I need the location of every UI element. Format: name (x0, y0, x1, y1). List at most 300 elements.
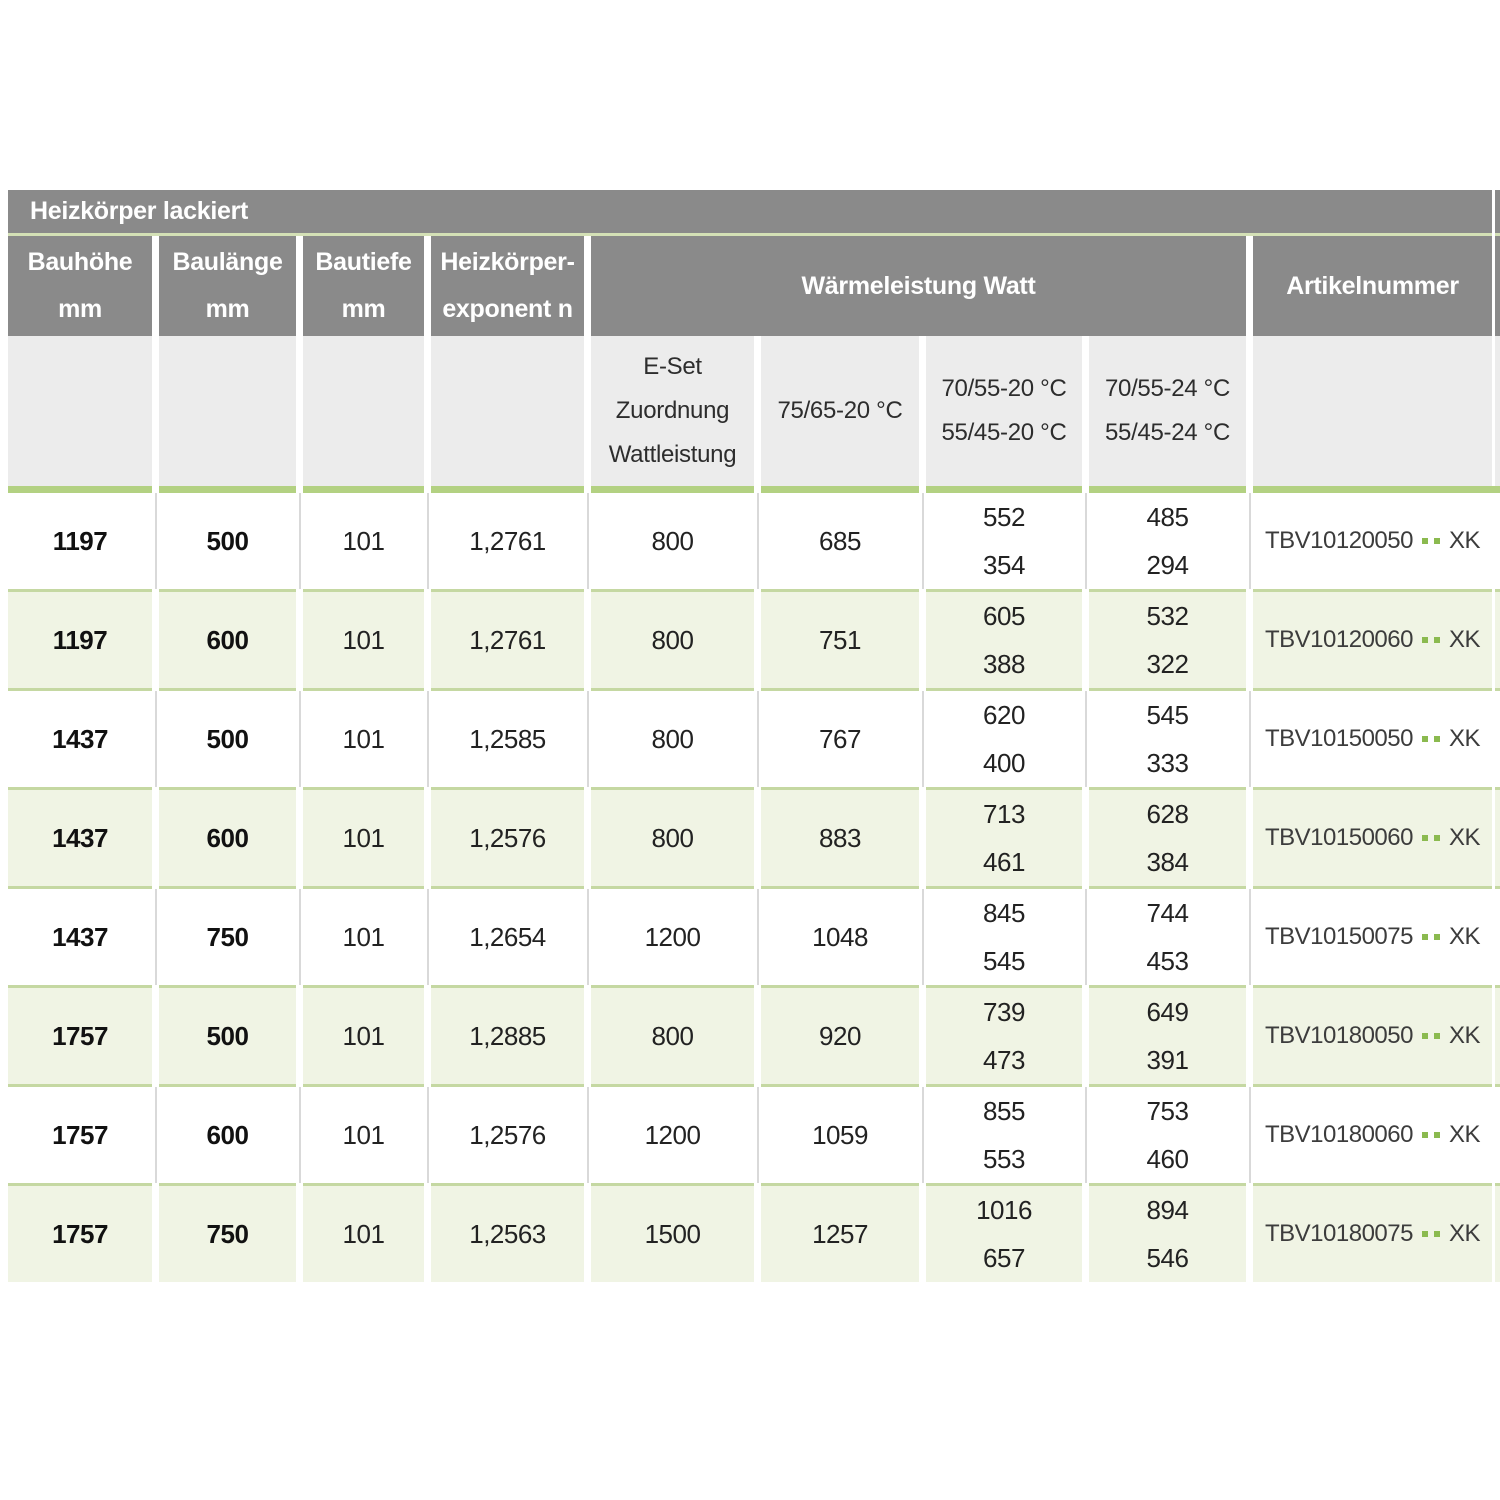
column-gap (152, 486, 159, 493)
cropped-column-sliver (1495, 493, 1500, 589)
artikel-suffix: XK (1448, 626, 1480, 653)
cell-baulaenge (159, 493, 296, 589)
cell-value: 1437 (52, 724, 108, 754)
green-dot-icon (1422, 934, 1428, 940)
rule-segment (591, 486, 754, 493)
cell-artikelnummer (1253, 691, 1492, 787)
cell-70-55-20 (926, 493, 1082, 589)
cropped-column-sliver (1495, 236, 1500, 336)
column-gap (1246, 1186, 1253, 1282)
column-gap (754, 1087, 761, 1183)
green-dot-icon (1434, 736, 1440, 742)
column-gap (296, 790, 303, 886)
cell-value: 800 (651, 724, 694, 754)
column-gap (1246, 236, 1253, 336)
green-dot-icon (1434, 1231, 1440, 1237)
cell-value: 620 (983, 700, 1025, 730)
artikel-prefix: TBV10150050 (1265, 725, 1413, 752)
column-gap (1246, 592, 1253, 688)
cell-value: 1197 (52, 526, 108, 556)
column-gap (424, 486, 431, 493)
subheader-line: 75/65-20 °C (777, 397, 903, 424)
column-gap (754, 988, 761, 1084)
cell-value: 1,2761 (469, 625, 546, 655)
subheader-empty (431, 336, 584, 486)
column-gap (584, 493, 591, 589)
column-gap (919, 988, 926, 1084)
cell-value: 400 (983, 748, 1025, 778)
cell-eset-wattleistung (591, 988, 754, 1084)
cell-value: 1500 (644, 1219, 701, 1249)
column-gap (754, 790, 761, 886)
cell-value: 751 (819, 625, 861, 655)
rule-segment (303, 486, 424, 493)
subheader-70-55-24 (1089, 336, 1246, 486)
radiator-spec-table (8, 190, 1500, 1282)
column-gap (1246, 493, 1253, 589)
cell-value: 552 (983, 502, 1025, 532)
column-gap (584, 889, 591, 985)
green-dot-icon (1434, 934, 1440, 940)
column-gap (919, 1087, 926, 1183)
subheader-line: E-Set (643, 353, 702, 380)
cell-bautiefe (303, 790, 424, 886)
column-gap (919, 592, 926, 688)
cell-value: 453 (1146, 946, 1189, 976)
rule-segment (1253, 486, 1492, 493)
cell-bautiefe (303, 889, 424, 985)
cell-value: 101 (342, 1021, 385, 1051)
cell-value: 101 (342, 1219, 385, 1249)
rule-segment (159, 486, 296, 493)
cell-value: 473 (983, 1045, 1025, 1075)
cell-artikelnummer (1253, 988, 1492, 1084)
column-gap (584, 592, 591, 688)
table-body (8, 493, 1500, 1282)
subheader-line: 70/55-24 °C (1104, 375, 1231, 402)
header-line: exponent n (442, 295, 573, 323)
cell-value: 1757 (52, 1021, 108, 1051)
cell-value: 1016 (976, 1195, 1032, 1225)
cell-value: 500 (206, 1021, 249, 1051)
subheader-empty (1253, 336, 1492, 486)
subheader-line: 70/55-20 °C (941, 375, 1067, 402)
cell-70-55-24 (1089, 1186, 1246, 1282)
cell-value: 1,2885 (469, 1021, 546, 1051)
column-gap (152, 336, 159, 486)
artikel-suffix: XK (1448, 1022, 1480, 1049)
column-header-row (8, 236, 1500, 336)
column-gap (152, 1186, 159, 1282)
header-line: Baulänge (172, 248, 283, 276)
column-gap (152, 592, 159, 688)
thick-rule (8, 486, 1500, 493)
column-gap (296, 336, 303, 486)
cell-70-55-20 (926, 889, 1082, 985)
subheader-eset (591, 336, 754, 486)
column-gap (424, 1186, 431, 1282)
cell-value: 767 (819, 724, 861, 754)
artikel-suffix: XK (1448, 1121, 1480, 1148)
cell-bautiefe (303, 592, 424, 688)
cell-exponent (431, 790, 584, 886)
rule-segment (431, 486, 584, 493)
header-line: mm (58, 295, 102, 323)
column-gap (754, 1186, 761, 1282)
cell-70-55-20 (926, 691, 1082, 787)
subheader-line: 55/45-20 °C (941, 419, 1067, 446)
cell-eset-wattleistung (591, 592, 754, 688)
title-band (8, 190, 1500, 233)
cell-bautiefe (303, 691, 424, 787)
cell-70-55-24 (1089, 988, 1246, 1084)
cropped-column-sliver (1495, 1087, 1500, 1183)
green-dot-icon (1422, 1033, 1428, 1039)
header-bautiefe (303, 236, 424, 336)
column-gap (424, 592, 431, 688)
cell-value: 1757 (52, 1219, 108, 1249)
cell-70-55-24 (1089, 592, 1246, 688)
column-gap (296, 889, 303, 985)
cell-eset-wattleistung (591, 1087, 754, 1183)
rule-segment (926, 486, 1082, 493)
cell-eset-wattleistung (591, 691, 754, 787)
cell-70-55-20 (926, 1186, 1082, 1282)
column-gap (1246, 486, 1253, 493)
column-gap (1246, 790, 1253, 886)
column-gap (919, 889, 926, 985)
cell-value: 1059 (812, 1120, 868, 1150)
cell-exponent (431, 1087, 584, 1183)
column-gap (296, 988, 303, 1084)
column-gap (1082, 691, 1089, 787)
green-dot-icon (1422, 538, 1428, 544)
cell-bautiefe (303, 493, 424, 589)
cell-value: 101 (342, 724, 385, 754)
table-row (8, 790, 1500, 886)
cell-value: 1200 (644, 922, 701, 952)
subheader-empty (159, 336, 296, 486)
cell-value: 333 (1146, 748, 1189, 778)
cell-value: 739 (983, 997, 1025, 1027)
column-gap (584, 336, 591, 486)
column-gap (1082, 790, 1089, 886)
cell-artikelnummer (1253, 790, 1492, 886)
subheader-empty (303, 336, 424, 486)
column-gap (919, 336, 926, 486)
column-gap (584, 691, 591, 787)
column-gap (424, 236, 431, 336)
header-line: mm (205, 295, 250, 323)
column-gap (424, 336, 431, 486)
header-line: Heizkörper- (440, 248, 575, 276)
cell-value: 1197 (52, 625, 108, 655)
green-dot-icon (1422, 1231, 1428, 1237)
cell-bauhoehe (8, 790, 152, 886)
green-dot-icon (1434, 835, 1440, 841)
cropped-column-sliver (1495, 592, 1500, 688)
cell-bauhoehe (8, 1186, 152, 1282)
column-gap (1082, 592, 1089, 688)
artikel-prefix: TBV10180075 (1265, 1220, 1413, 1247)
column-gap (1082, 1186, 1089, 1282)
column-gap (1082, 336, 1089, 486)
cell-bautiefe (303, 1087, 424, 1183)
column-gap (584, 486, 591, 493)
header-waermeleistung (591, 236, 1246, 336)
cell-value: 485 (1146, 502, 1189, 532)
cell-70-55-20 (926, 1087, 1082, 1183)
cell-70-55-20 (926, 790, 1082, 886)
cell-bautiefe (303, 1186, 424, 1282)
column-gap (919, 493, 926, 589)
column-gap (424, 493, 431, 589)
cell-baulaenge (159, 790, 296, 886)
column-gap (152, 691, 159, 787)
cell-exponent (431, 691, 584, 787)
column-gap (424, 691, 431, 787)
cell-value: 500 (206, 724, 249, 754)
cell-baulaenge (159, 1186, 296, 1282)
green-dot-icon (1422, 835, 1428, 841)
cell-value: 294 (1146, 550, 1189, 580)
cell-75-65 (761, 790, 919, 886)
column-gap (1082, 988, 1089, 1084)
cell-value: 545 (1146, 700, 1189, 730)
cell-value: 101 (342, 1120, 385, 1150)
cell-baulaenge (159, 592, 296, 688)
column-gap (919, 790, 926, 886)
cell-value: 101 (342, 625, 385, 655)
table-row (8, 1087, 1500, 1183)
column-gap (296, 486, 303, 493)
cell-70-55-20 (926, 988, 1082, 1084)
cell-value: 600 (206, 1120, 249, 1150)
cell-exponent (431, 592, 584, 688)
column-gap (424, 889, 431, 985)
table-row (8, 889, 1500, 985)
cell-value: 800 (651, 1021, 694, 1051)
header-bauhoehe (8, 236, 152, 336)
subheader-empty (8, 336, 152, 486)
column-gap (296, 493, 303, 589)
cell-value: 685 (819, 526, 861, 556)
column-gap (754, 493, 761, 589)
artikel-suffix: XK (1448, 923, 1480, 950)
artikel-suffix: XK (1448, 824, 1480, 851)
cell-value: 322 (1146, 649, 1189, 679)
cropped-column-sliver (1495, 790, 1500, 886)
column-gap (424, 790, 431, 886)
column-gap (296, 691, 303, 787)
cell-75-65 (761, 1087, 919, 1183)
cell-eset-wattleistung (591, 493, 754, 589)
subheader-line: Zuordnung (615, 397, 730, 424)
cell-bauhoehe (8, 493, 152, 589)
cell-value: 800 (651, 625, 694, 655)
cell-value: 1,2563 (469, 1219, 546, 1249)
cell-exponent (431, 988, 584, 1084)
green-dot-icon (1422, 637, 1428, 643)
artikel-prefix: TBV10150075 (1265, 923, 1413, 950)
artikel-prefix: TBV10150060 (1265, 824, 1413, 851)
rule-segment (761, 486, 919, 493)
table-row (8, 493, 1500, 589)
column-gap (1082, 486, 1089, 493)
column-gap (296, 236, 303, 336)
header-artikelnummer (1253, 236, 1492, 336)
cell-value: 388 (983, 649, 1025, 679)
column-gap (754, 592, 761, 688)
cell-bauhoehe (8, 889, 152, 985)
cropped-column-sliver (1495, 889, 1500, 985)
cell-value: 800 (651, 526, 694, 556)
cell-value: 750 (206, 1219, 249, 1249)
cell-70-55-24 (1089, 1087, 1246, 1183)
cell-value: 1,2576 (469, 1120, 546, 1150)
cell-eset-wattleistung (591, 790, 754, 886)
rule-segment (1089, 486, 1246, 493)
cell-baulaenge (159, 1087, 296, 1183)
table-title: Heizkörper lackiert (8, 190, 1492, 233)
column-gap (1246, 691, 1253, 787)
cell-value: 1,2654 (469, 922, 546, 952)
cell-value: 657 (983, 1243, 1025, 1273)
column-gap (919, 1186, 926, 1282)
cropped-column-sliver (1495, 691, 1500, 787)
cell-75-65 (761, 691, 919, 787)
cell-value: 1200 (644, 1120, 701, 1150)
column-gap (1082, 493, 1089, 589)
cell-75-65 (761, 889, 919, 985)
cell-baulaenge (159, 889, 296, 985)
column-gap (1082, 889, 1089, 985)
subheader-line: 55/45-24 °C (1104, 419, 1231, 446)
column-gap (584, 236, 591, 336)
cell-value: 800 (651, 823, 694, 853)
cell-70-55-24 (1089, 493, 1246, 589)
rule-segment (8, 486, 152, 493)
table-row (8, 988, 1500, 1084)
cell-artikelnummer (1253, 889, 1492, 985)
column-gap (1246, 988, 1253, 1084)
column-gap (296, 592, 303, 688)
subheader-75-65 (761, 336, 919, 486)
cell-75-65 (761, 592, 919, 688)
cell-value: 500 (206, 526, 249, 556)
cell-value: 883 (819, 823, 861, 853)
green-dot-icon (1434, 1033, 1440, 1039)
column-gap (152, 889, 159, 985)
cell-exponent (431, 1186, 584, 1282)
cropped-column-sliver (1495, 1186, 1500, 1282)
artikel-suffix: XK (1448, 527, 1480, 554)
cell-bauhoehe (8, 988, 152, 1084)
cell-value: 546 (1146, 1243, 1189, 1273)
cell-value: 1048 (812, 922, 868, 952)
column-gap (754, 336, 761, 486)
cell-value: 649 (1146, 997, 1189, 1027)
cell-artikelnummer (1253, 1186, 1492, 1282)
cell-70-55-24 (1089, 691, 1246, 787)
cell-eset-wattleistung (591, 889, 754, 985)
artikel-prefix: TBV10120060 (1265, 626, 1413, 653)
cell-value: 628 (1146, 799, 1189, 829)
cell-value: 461 (983, 847, 1025, 877)
column-gap (424, 1087, 431, 1183)
column-gap (152, 236, 159, 336)
cell-value: 460 (1146, 1144, 1189, 1174)
header-line: Wärmeleistung Watt (801, 271, 1036, 300)
column-gap (919, 486, 926, 493)
cell-exponent (431, 493, 584, 589)
cell-value: 101 (342, 922, 385, 952)
cell-value: 101 (342, 823, 385, 853)
cropped-column-sliver (1495, 988, 1500, 1084)
cell-value: 1437 (52, 823, 108, 853)
cell-value: 101 (342, 526, 385, 556)
cell-value: 1757 (52, 1120, 108, 1150)
table-row (8, 1186, 1500, 1282)
subheader-line: Wattleistung (608, 441, 737, 468)
artikel-suffix: XK (1448, 725, 1480, 752)
column-gap (296, 1186, 303, 1282)
artikel-prefix: TBV10180060 (1265, 1121, 1413, 1148)
column-gap (919, 691, 926, 787)
table-row (8, 691, 1500, 787)
artikel-prefix: TBV10120050 (1265, 527, 1413, 554)
header-line: mm (341, 295, 386, 323)
green-dot-icon (1434, 637, 1440, 643)
green-dot-icon (1434, 1132, 1440, 1138)
column-gap (1246, 336, 1253, 486)
subheader-70-55-20 (926, 336, 1082, 486)
cropped-column-sliver (1495, 336, 1500, 486)
cell-70-55-24 (1089, 889, 1246, 985)
cell-bauhoehe (8, 592, 152, 688)
cell-value: 600 (206, 625, 249, 655)
column-gap (152, 790, 159, 886)
column-gap (1082, 1087, 1089, 1183)
cell-value: 384 (1146, 847, 1189, 877)
cell-value: 894 (1146, 1195, 1189, 1225)
column-gap (152, 493, 159, 589)
cell-value: 391 (1146, 1045, 1189, 1075)
cell-75-65 (761, 988, 919, 1084)
artikel-suffix: XK (1448, 1220, 1480, 1247)
header-line: Bautiefe (315, 248, 412, 276)
green-dot-icon (1434, 538, 1440, 544)
cell-baulaenge (159, 691, 296, 787)
cell-value: 753 (1146, 1096, 1189, 1126)
cell-value: 605 (983, 601, 1025, 631)
table-row (8, 592, 1500, 688)
cell-75-65 (761, 493, 919, 589)
cell-value: 1257 (812, 1219, 868, 1249)
cell-eset-wattleistung (591, 1186, 754, 1282)
cropped-column-sliver (1495, 486, 1500, 493)
column-gap (754, 889, 761, 985)
cell-value: 1,2585 (469, 724, 546, 754)
cell-value: 545 (983, 946, 1025, 976)
header-line: Artikelnummer (1286, 271, 1459, 300)
cell-value: 553 (983, 1144, 1025, 1174)
cell-value: 600 (206, 823, 249, 853)
cell-value: 750 (206, 922, 249, 952)
cell-bauhoehe (8, 691, 152, 787)
cell-value: 845 (983, 898, 1025, 928)
cell-70-55-20 (926, 592, 1082, 688)
